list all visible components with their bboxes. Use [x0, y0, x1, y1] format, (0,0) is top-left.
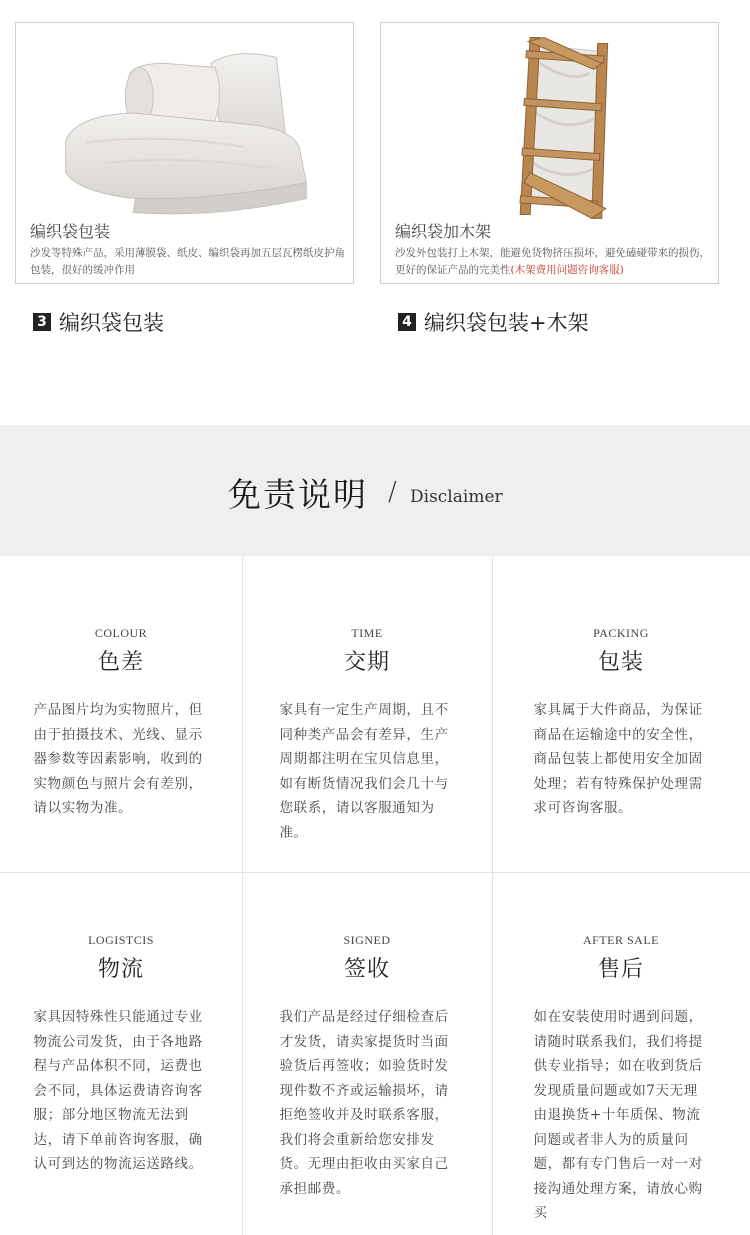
- item-body: 产品图片均为实物照片，但由于拍摄技术、光线、显示器参数等因素影响，收到的实物颜色与照片会有差别，请以实物为准。: [33, 702, 203, 816]
- item-title: 包装: [597, 650, 644, 675]
- disclaimer-item-colour: [0, 556, 242, 872]
- card-description-text: 沙发等特殊产品，采用薄膜袋、纸皮、编织袋再加五层瓦楞纸皮护角包装，很好的缓冲作用: [30, 247, 345, 276]
- card-description-text: 沙发外包装打上木架，能避免货物挤压损坏，避免磕碰带来的损伤，更好的保证产品的完美性: [395, 247, 710, 276]
- step-label-text: 编织袋包装+木架: [424, 311, 589, 335]
- item-body: 家具属于大件商品，为保证商品在运输途中的安全性，商品包装上都使用安全加固处理；若有特殊保护处理需求可咨询客服。: [533, 702, 703, 816]
- woven-bag-package-image: [16, 23, 353, 223]
- card-title: 编织袋加木架: [395, 222, 492, 241]
- card-title: 编织袋包装: [30, 222, 111, 241]
- card-description-note: (木架费用问题咨询客服): [510, 264, 624, 276]
- item-body: 如在安装使用时遇到问题，请随时联系我们，我们将提供专业指导；如在收到货后发现质量问题或如7天无理由退换货+十年质保、物流问题或者非人为的质量问题，都有专门售后一对一对接沟通处理方案，请放心购买: [533, 1009, 703, 1221]
- item-body: 我们产品是经过仔细检查后才发货，请卖家提货时当面验货后再签收；如验货时发现件数不齐或运输损坏，请拒绝签收并及时联系客服，我们将会重新给您安排发货。无理由拒收由买家自己承担邮费。: [279, 1009, 449, 1197]
- disclaimer-header: [0, 425, 750, 556]
- disclaimer-item-packing: [492, 556, 750, 872]
- item-title: 物流: [97, 957, 144, 982]
- item-body: 家具因特殊性只能通过专业物流公司发货，由于各地路程与产品体积不同，运费也会不同，具体运费请咨询客服；部分地区物流无法到达，请下单前咨询客服，确认可到达的物流运送路线。: [33, 1009, 203, 1172]
- item-title: 交期: [343, 650, 390, 675]
- item-english-title: SIGNED: [343, 933, 391, 947]
- title-separator: /: [388, 477, 397, 507]
- step-number-badge: 4: [398, 313, 416, 331]
- item-english-title: COLOUR: [94, 626, 148, 640]
- disclaimer-subtitle: Disclaimer: [410, 487, 503, 507]
- disclaimer-item-logistics: [0, 863, 242, 1235]
- disclaimer-grid: [0, 556, 750, 1235]
- step-label-text: 编织袋包装: [59, 311, 164, 335]
- item-title: 售后: [597, 957, 644, 982]
- item-english-title: PACKING: [593, 626, 649, 640]
- item-english-title: AFTER SALE: [582, 933, 659, 947]
- step-number-badge: 3: [33, 313, 51, 331]
- item-english-title: LOGISTCIS: [88, 933, 154, 947]
- item-title: 色差: [97, 650, 144, 675]
- packaging-label-4: [398, 307, 589, 337]
- disclaimer-title: 免责说明: [228, 475, 368, 514]
- packaging-card-woven-bag: [15, 22, 354, 284]
- card-description: [30, 245, 346, 279]
- disclaimer-item-time: [242, 556, 492, 872]
- packaging-card-wood-frame: [380, 22, 719, 284]
- item-english-title: TIME: [351, 626, 383, 640]
- item-body: 家具有一定生产周期，且不同种类产品会有差异，生产周期都注明在宝贝信息里，如有断货情况我们会几十与您联系，请以客服通知为准。: [279, 702, 449, 841]
- card-description: [395, 245, 711, 279]
- disclaimer-item-signed: [242, 863, 492, 1235]
- packaging-label-3: [33, 307, 164, 337]
- item-title: 签收: [343, 957, 390, 982]
- wooden-frame-package-image: [381, 23, 718, 223]
- disclaimer-item-after-sale: [492, 863, 750, 1235]
